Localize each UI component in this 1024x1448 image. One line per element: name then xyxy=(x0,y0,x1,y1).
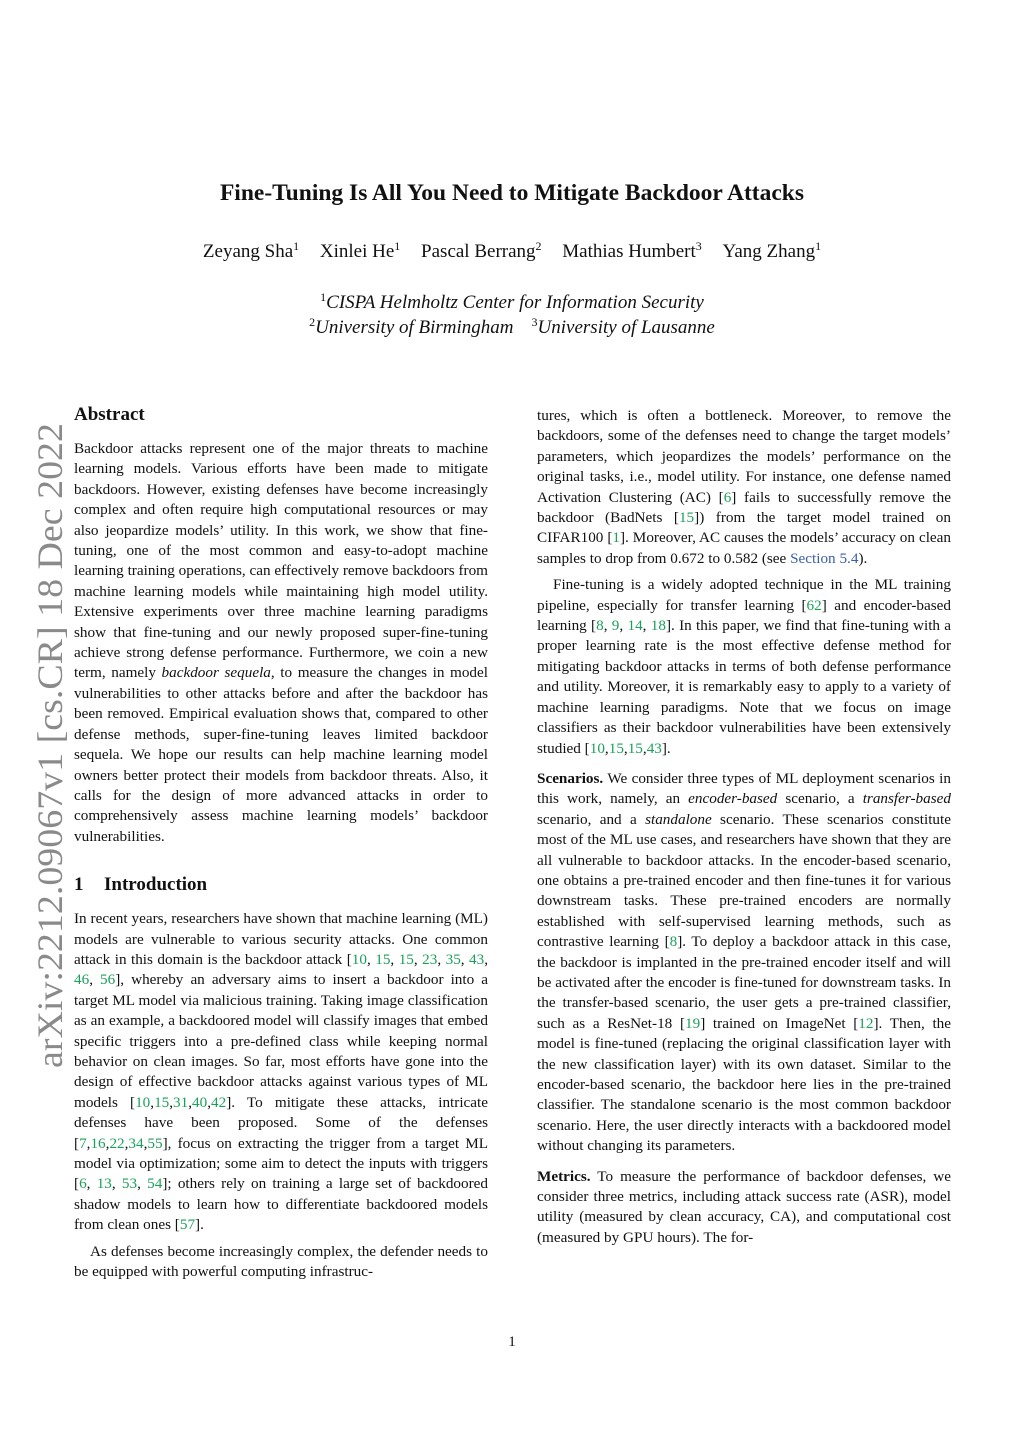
citation-link[interactable]: 34 xyxy=(128,1134,144,1152)
citation-link[interactable]: 15 xyxy=(627,739,643,757)
author-list xyxy=(0,241,1024,263)
affiliation-name: University of Lausanne xyxy=(537,317,715,338)
citation-link[interactable]: 57 xyxy=(179,1216,196,1234)
term-emphasis: backdoor sequela xyxy=(161,664,271,682)
citation-link[interactable]: 22 xyxy=(109,1134,125,1152)
section-number: 1 xyxy=(74,874,84,896)
affiliation-name: University of Birmingham xyxy=(315,317,514,338)
section-title: Introduction xyxy=(104,874,208,896)
citation-link[interactable]: 16 xyxy=(90,1134,106,1152)
term-emphasis: encoder-based xyxy=(688,790,778,808)
author xyxy=(320,241,400,263)
left-column xyxy=(74,403,488,1282)
term-emphasis: transfer-based xyxy=(862,790,951,808)
arxiv-stamp xyxy=(12,420,82,1070)
author xyxy=(723,241,822,263)
paper-title: Fine-Tuning Is All You Need to Mitigate Backdoor Attacks xyxy=(219,180,805,206)
citation-link[interactable]: 7 xyxy=(79,1134,87,1152)
citation-link[interactable]: 15 xyxy=(678,509,695,527)
citation-link[interactable]: 12 xyxy=(858,1014,874,1032)
citation-link[interactable]: 9 xyxy=(611,617,620,635)
affiliation-line-2 xyxy=(0,317,1024,339)
citation-link[interactable]: 31 xyxy=(173,1093,189,1111)
affil-sup: 2 xyxy=(309,315,316,329)
affiliation-name: CISPA Helmholtz Center for Information Security xyxy=(326,292,704,313)
scenarios-label: Scenarios. xyxy=(537,769,604,787)
intro-paragraph-2: As defenses become increasingly complex, the defender needs to be equipped with powerful computing infrastruc- xyxy=(74,1242,488,1281)
citation-link[interactable]: 53 xyxy=(121,1175,138,1193)
citation-link[interactable]: 18 xyxy=(650,617,666,635)
author-name: Zeyang Sha xyxy=(202,241,294,262)
section-reference-link[interactable]: Section 5.4 xyxy=(790,549,859,567)
affil-sup: 3 xyxy=(531,315,538,329)
citation-link[interactable]: 6 xyxy=(723,488,732,506)
author-name: Mathias Humbert xyxy=(562,241,696,262)
term-emphasis: standalone xyxy=(645,810,712,828)
citation-link[interactable]: 23 xyxy=(422,950,438,968)
author xyxy=(421,241,541,263)
citation-link[interactable]: 1 xyxy=(612,529,620,547)
citation-link[interactable]: 6 xyxy=(79,1175,87,1193)
citation-link[interactable]: 15 xyxy=(154,1093,170,1111)
citation-link[interactable]: 15 xyxy=(375,950,391,968)
citation-link[interactable]: 10 xyxy=(135,1093,151,1111)
citation-link[interactable]: 56 xyxy=(100,971,116,989)
page-number: 1 xyxy=(508,1334,516,1350)
citation-link[interactable]: 43 xyxy=(646,739,662,757)
author-name: Pascal Berrang xyxy=(421,241,536,262)
affiliation-line-1 xyxy=(0,292,1024,314)
citation-link[interactable]: 35 xyxy=(445,950,461,968)
metrics-label: Metrics. xyxy=(537,1167,591,1185)
author-name: Yang Zhang xyxy=(722,241,816,262)
citation-link[interactable]: 10 xyxy=(589,739,605,757)
citation-link[interactable]: 8 xyxy=(669,933,678,951)
citation-link[interactable]: 43 xyxy=(469,950,485,968)
citation-link[interactable]: 55 xyxy=(147,1134,163,1152)
right-paragraph-1: tures, which is often a bottleneck. Moreover, to remove the backdoors, some of the defenses need to change the target models’ parameters, which jeopardizes the models’ performance on the original tasks, i.e., model utility. For instance, one defense named Activation Clustering (AC) [6] fails to successfully remove the backdoor (BadNets [15]) from the target model trained on CIFAR100 [1]. Moreover, AC causes the models’ accuracy on clean samples to drop from 0.672 to 0.582 (see Section 5.4). xyxy=(537,407,951,567)
citation-link[interactable]: 8 xyxy=(596,617,604,635)
author-affil-sup: 2 xyxy=(535,239,542,253)
citation-link[interactable]: 40 xyxy=(192,1093,208,1111)
author-affil-sup: 1 xyxy=(394,239,401,253)
author xyxy=(562,241,702,263)
scenarios-paragraph: Scenarios. We consider three types of ML deployment scenarios in this work, namely, an encoder-based scenario, a transfer-based scenario, and a standalone scenario. These scenarios constitute most of the ML use cases, and researchers have shown that they are all vulnerable to backdoor attacks. In the encoder-based scenario, one obtains a pre-trained encoder and then fine-tunes it for various downstream tasks. These pre-trained encoders are normally established with self-supervised learning methods, such as contrastive learning [8]. To deploy a backdoor attack in this case, the backdoor is implanted in the pre-trained encoder itself and will be activated after the encoder is fine-tuned for downstream tasks. In the transfer-based scenario, the user gets a pre-trained classifier, such as a ResNet-18 [19] trained on ImageNet [12]. Then, the model is fine-tuned (replacing the original classification layer with the new classification layer) with its own dataset. Similar to the encoder-based scenario, the backdoor here lies in the pre-trained classifier. The standalone scenario is the most common backdoor scenario. Here, the user directly interacts with a backdoored model without changing its parameters. xyxy=(537,769,951,1155)
abstract-heading: Abstract xyxy=(74,404,145,425)
author-affil-sup: 1 xyxy=(293,239,300,253)
author-affil-sup: 3 xyxy=(695,239,702,253)
citation-link[interactable]: 15 xyxy=(608,739,624,757)
author xyxy=(203,241,299,263)
intro-paragraph-1: In recent years, researchers have shown that machine learning (ML) models are vulnerable to various security attacks. One common attack in this domain is the backdoor attack [10, 15, 15, 23, 35, 43, 46, 56], whereby an adversary aims to insert a backdoor into a target ML model via malicious training. Taking image classification as an example, a backdoored model will classify images that embed specific triggers into a pre-defined class while keeping normal behavior on clean images. So far, most efforts have gone into the design of effective backdoor attacks against various types of ML models [10,15,31,40,42]. To mitigate these attacks, intricate defenses have been proposed. Some of the defenses [7,16,22,34,55], focus on extracting the trigger from a target ML model via optimization; some aim to detect the inputs with triggers [6, 13, 53, 54]; others rely on training a large set of backdoored shadow models to learn how to differentiate backdoored models from clean ones [57]. xyxy=(74,910,489,1234)
author-name: Xinlei He xyxy=(319,241,395,262)
arxiv-stamp-svg xyxy=(12,420,82,1070)
citation-link[interactable]: 54 xyxy=(147,1175,163,1193)
right-column xyxy=(537,406,951,1248)
citation-link[interactable]: 42 xyxy=(211,1093,227,1111)
citation-link[interactable]: 19 xyxy=(685,1014,701,1032)
citation-link[interactable]: 10 xyxy=(351,950,367,968)
section-heading-introduction xyxy=(74,873,488,897)
citation-link[interactable]: 46 xyxy=(74,971,90,989)
right-paragraph-2: Fine-tuning is a widely adopted technique in the ML training pipeline, especially for transfer learning [62] and encoder-based learning [8, 9, 14, 18]. In this paper, we find that fine-tuning with a proper learning rate is the most effective defense method for mitigating backdoor attacks in terms of both defense performance and utility. Moreover, it is remarkably easy to apply to a variety of machine learning paradigms. Note that we focus on image classifiers as their backdoor vulnerabilities have been extensively studied [10,15,15,43]. xyxy=(537,576,952,757)
author-affil-sup: 1 xyxy=(815,239,822,253)
abstract-text: Backdoor attacks represent one of the major threats to machine learning models. Various efforts have been made to mitigate backdoors. However, existing defenses have become increasingly complex and often require high computational resources or may also jeopardize models’ utility. In this work, we show that fine-tuning, one of the most common and easy-to-adopt machine learning training operations, can effectively remove backdoors from machine learning models while maintaining high model utility. Extensive experiments over three machine learning paradigms show that fine-tuning and our newly proposed super-fine-tuning achieve strong defense performance. Furthermore, we coin a new term, namely backdoor sequela, to measure the changes in model vulnerabilities to other attacks before and after the backdoor has been removed. Empirical evaluation shows that, compared to other defense methods, super-fine-tuning leaves limited backdoor sequela. We hope our results can help machine learning model owners better protect their models from backdoor threats. Also, it calls for the design of more advanced attacks in order to comprehensively assess machine learning models’ backdoor vulnerabilities. xyxy=(74,440,488,845)
citation-link[interactable]: 62 xyxy=(806,596,822,614)
metrics-paragraph: Metrics. To measure the performance of backdoor defenses, we consider three metrics, including attack success rate (ASR), model utility (measured by clean accuracy, CA), and computational cost (measured by GPU hours). The for- xyxy=(537,1167,951,1246)
affil-sup: 1 xyxy=(320,290,327,304)
citation-link[interactable]: 14 xyxy=(627,617,643,635)
citation-link[interactable]: 13 xyxy=(96,1175,112,1193)
arxiv-id: arXiv:2212.09067v1 [cs.CR] 18 Dec 2022 xyxy=(30,456,70,1068)
citation-link[interactable]: 15 xyxy=(398,950,414,968)
